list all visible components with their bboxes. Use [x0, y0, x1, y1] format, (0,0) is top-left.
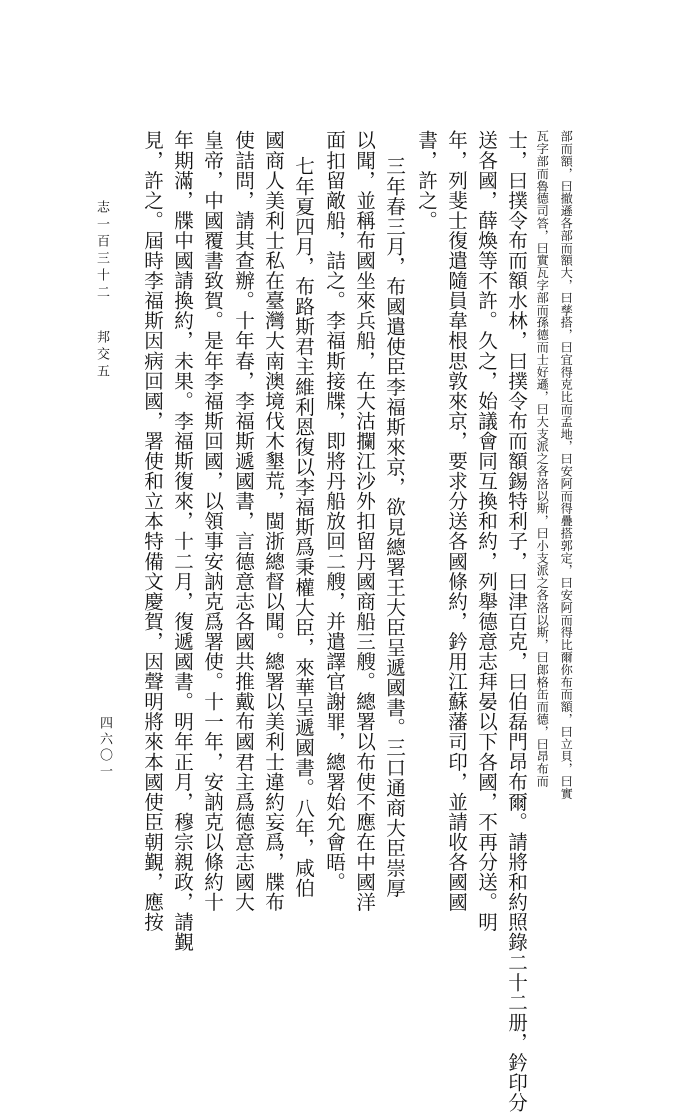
- section-label: 邦交五: [94, 330, 109, 381]
- chapter-label: 志一百三十二: [94, 200, 109, 302]
- text-column: 皇帝，中國覆書致賀。是年李福斯回國，以領事安訥克爲署使。十一年，安訥克以條約十: [200, 130, 224, 912]
- text-column: 見，許之。屆時李福斯因病回國，署使和立本特備文慶賀，因聲明將來本國使臣朝覲，應按: [140, 130, 164, 932]
- text-column: 七年夏四月，布路斯君主維利恩復以李福斯爲秉權大臣，來華呈遞國書。八年，咸伯: [291, 156, 315, 898]
- text-column: 書，許之。: [414, 130, 438, 231]
- text-column: 年期滿，牒中國請換約，未果。李福斯復來，十二月，復遞國書。明年正月，穆宗親政，請覲: [170, 130, 194, 953]
- text-column: 士，曰撲令布而額水林，曰撲令布而額錫特利子，曰津百克，曰伯磊門昂布爾。請將和約照錄二十二册，鈐印分: [504, 130, 528, 1112]
- text-column: 以聞，並稱布國坐來兵船，在大沽攔江沙外扣留丹國商船三艘。總署以布使不應在中國洋: [352, 130, 376, 912]
- text-column: 三年春三月，布國遣使臣李福斯來京，欲見總署王大臣呈遞國書。三口通商大臣崇厚: [382, 156, 406, 898]
- text-column: 使詰問，請其查辦。十年春，李福斯遞國書，言德意志各國共推戴布國君主爲德意志國大: [231, 130, 255, 912]
- text-column: 瓦字部而魯德司答，曰實瓦字部而孫德而士好遜，曰大支派之各洛以斯，曰小支派之各洛以斯，曰郎格缶而德，曰昂布而: [535, 130, 550, 788]
- text-column: 年，列斐士復遣隨員韋根思敦來京，要求分送各國條約，鈐用江蘇藩司印，並請收各國國: [444, 130, 468, 912]
- text-column: 國商人美利士私在臺灣大南澳境伐木墾荒，閩浙總督以聞。總署以美利士違約妄爲，牒布: [261, 130, 285, 912]
- text-column: 部而額，曰撤遜各部而額大，曰孳搭，曰宜得克比而孟地，曰安阿而得疊搭郭定，曰安阿而得比爾你布而額，曰立貝，曰實: [559, 130, 574, 800]
- page-number: 四六〇一: [97, 716, 112, 780]
- text-column: 面扣留敵船，詰之。李福斯接牒，即將丹船放回二艘，并遣譯官謝罪，總署始允會晤。: [322, 130, 346, 892]
- text-column: 送各國，薛煥等不許。久之，始議會同互換和約，列舉德意志拜晏以下各國，不再分送。明: [474, 130, 498, 932]
